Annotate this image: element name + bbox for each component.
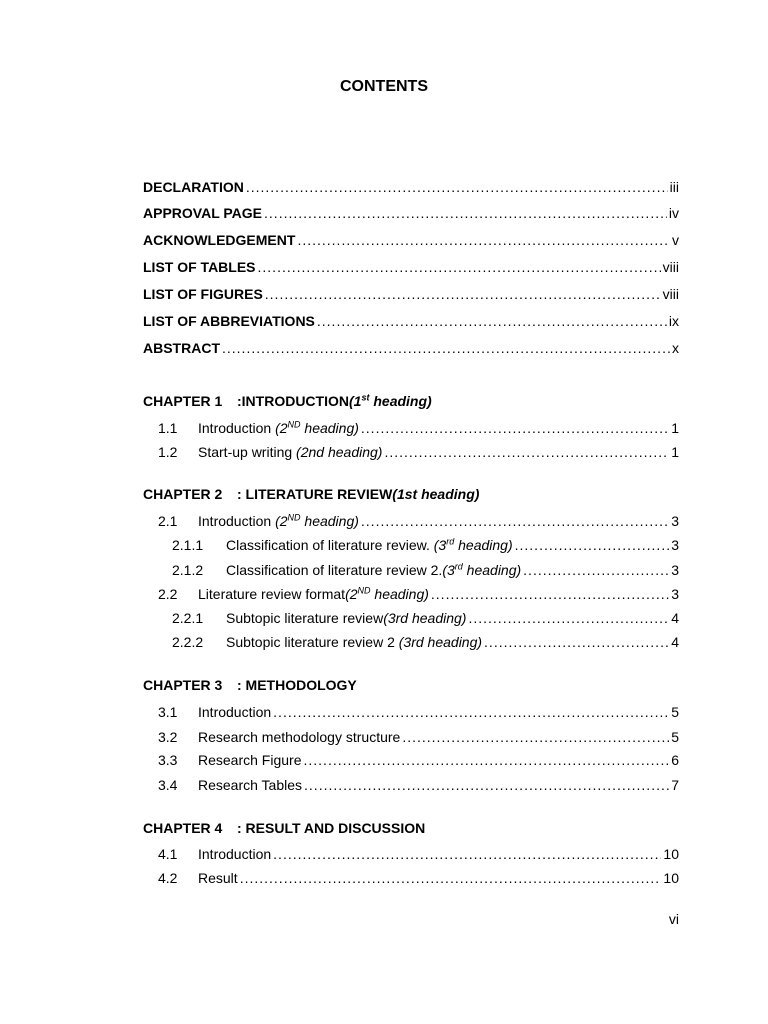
toc-entry-page: 10 [663, 846, 679, 862]
dot-leader [297, 230, 670, 250]
toc-entry-page: 6 [671, 752, 679, 768]
dot-leader [240, 868, 662, 888]
toc-entry-list-of-abbreviations[interactable] [143, 311, 679, 331]
heading-note: (1st heading) [392, 486, 480, 502]
dot-leader [304, 775, 669, 795]
toc-entry-page: x [672, 340, 679, 356]
chapter-heading-4[interactable] [143, 818, 679, 838]
toc-entry-page: ix [668, 313, 679, 329]
toc-entry-subsection[interactable] [172, 608, 679, 628]
toc-entry-page: 7 [671, 777, 679, 793]
toc-entry-section[interactable] [158, 775, 679, 795]
chapter-title: : METHODOLOGY [237, 677, 357, 693]
section-label: Subtopic literature review [226, 610, 384, 626]
toc-entry-page: 5 [671, 729, 679, 745]
toc-entry-label: APPROVAL PAGE [143, 205, 263, 221]
chapter-title: :INTRODUCTION [237, 393, 349, 409]
heading-note: (3rd heading) [433, 536, 513, 553]
section-label: Result [198, 870, 238, 886]
section-number: 1.2 [158, 444, 178, 460]
dot-leader [222, 338, 670, 358]
heading-note: (3rd heading) [383, 610, 467, 626]
chapter-heading-1[interactable] [143, 391, 679, 411]
chapter-number: CHAPTER 1 [143, 393, 223, 409]
toc-entry-page: iv [668, 205, 679, 221]
dot-leader [431, 584, 669, 604]
section-number: 2.1.1 [172, 537, 204, 553]
toc-entry-section[interactable] [158, 844, 679, 864]
section-number: 4.1 [158, 846, 178, 862]
page-number: vi [668, 911, 679, 927]
section-label: Introduction [198, 513, 276, 529]
chapter-heading-3[interactable] [143, 675, 679, 695]
toc-entry-page: viii [662, 286, 679, 302]
toc-entry-acknowledgement[interactable] [143, 230, 679, 250]
heading-note: (3rd heading) [398, 634, 483, 650]
dot-leader [523, 560, 669, 580]
heading-note: (2ND heading) [275, 419, 359, 436]
page-title: CONTENTS [340, 78, 428, 95]
section-label: Classification of literature review. [226, 537, 434, 553]
section-label: Introduction [198, 846, 272, 862]
section-number: 4.2 [158, 870, 178, 886]
chapter-title: : LITERATURE REVIEW [237, 486, 393, 502]
section-number: 3.4 [158, 777, 178, 793]
chapter-number: CHAPTER 4 [143, 820, 223, 836]
chapter-number: CHAPTER 2 [143, 486, 223, 502]
toc-entry-label: DECLARATION [143, 179, 244, 195]
toc-entry-section[interactable] [158, 418, 679, 438]
section-label: Introduction [198, 420, 276, 436]
toc-entry-page: 4 [671, 634, 679, 650]
toc-entry-page: 5 [671, 704, 679, 720]
toc-entry-label: LIST OF TABLES [143, 259, 256, 275]
toc-entry-page: 1 [671, 420, 679, 436]
heading-note: (3rd heading) [442, 561, 522, 578]
toc-entry-section[interactable] [158, 702, 679, 722]
toc-entry-subsection[interactable] [172, 560, 679, 580]
toc-entry-section[interactable] [158, 584, 679, 604]
dot-leader [264, 203, 667, 223]
toc-entry-page: 1 [671, 444, 679, 460]
toc-entry-section[interactable] [158, 868, 679, 888]
section-label: Research Tables [198, 777, 303, 793]
dot-leader [402, 727, 669, 747]
toc-entry-label: ACKNOWLEDGEMENT [143, 232, 296, 248]
toc-entry-subsection[interactable] [172, 632, 679, 652]
dot-leader [384, 442, 669, 462]
toc-entry-page: 3 [671, 586, 679, 602]
dot-leader [258, 257, 661, 277]
section-label: Research methodology structure [198, 729, 401, 745]
dot-leader [361, 511, 669, 531]
section-number: 2.2.1 [172, 610, 204, 626]
toc-entry-label: ABSTRACT [143, 340, 220, 356]
dot-leader [273, 702, 669, 722]
toc-entry-section[interactable] [158, 442, 679, 462]
chapter-title: : RESULT AND DISCUSSION [237, 820, 426, 836]
dot-leader [273, 844, 661, 864]
toc-entry-abstract[interactable] [143, 338, 679, 358]
dot-leader [246, 177, 668, 197]
toc-entry-label: LIST OF FIGURES [143, 286, 263, 302]
section-number: 1.1 [158, 420, 178, 436]
toc-entry-section[interactable] [158, 511, 679, 531]
toc-entry-page: iii [669, 179, 679, 195]
chapter-number: CHAPTER 3 [143, 677, 223, 693]
toc-entry-declaration[interactable] [143, 177, 679, 197]
section-label: Subtopic literature review 2 [226, 634, 399, 650]
dot-leader [468, 608, 669, 628]
section-number: 2.2.2 [172, 634, 204, 650]
dot-leader [317, 311, 667, 331]
toc-entry-page: 3 [671, 562, 679, 578]
section-label: Classification of literature review 2. [226, 562, 443, 578]
toc-entry-page: v [672, 232, 679, 248]
dot-leader [484, 632, 669, 652]
toc-entry-section[interactable] [158, 727, 679, 747]
heading-note: (1st heading) [349, 392, 432, 409]
section-number: 2.1 [158, 513, 178, 529]
toc-entry-page: 10 [663, 870, 679, 886]
heading-note: (2nd heading) [296, 444, 383, 460]
toc-entry-section[interactable] [158, 750, 679, 770]
toc-entry-page: viii [662, 259, 679, 275]
section-number: 3.1 [158, 704, 178, 720]
section-label: Literature review format [198, 586, 346, 602]
chapter-heading-2[interactable] [143, 484, 679, 504]
toc-entry-page: 3 [671, 513, 679, 529]
toc-entry-list-of-figures[interactable] [143, 284, 679, 304]
toc-entry-subsection[interactable] [172, 535, 679, 555]
section-number: 2.1.2 [172, 562, 204, 578]
section-number: 2.2 [158, 586, 178, 602]
heading-note: (2ND heading) [345, 585, 429, 602]
section-label: Start-up writing [198, 444, 297, 460]
dot-leader [265, 284, 661, 304]
toc-entry-list-of-tables[interactable] [143, 257, 679, 277]
toc-entry-page: 3 [671, 537, 679, 553]
section-label: Research Figure [198, 752, 302, 768]
dot-leader [515, 535, 670, 555]
dot-leader [361, 418, 669, 438]
section-number: 3.3 [158, 752, 178, 768]
toc-entry-label: LIST OF ABBREVIATIONS [143, 313, 315, 329]
toc-entry-page: 4 [671, 610, 679, 626]
section-label: Introduction [198, 704, 272, 720]
dot-leader [304, 750, 670, 770]
heading-note: (2ND heading) [275, 512, 359, 529]
section-number: 3.2 [158, 729, 178, 745]
toc-entry-approval-page[interactable] [143, 203, 679, 223]
